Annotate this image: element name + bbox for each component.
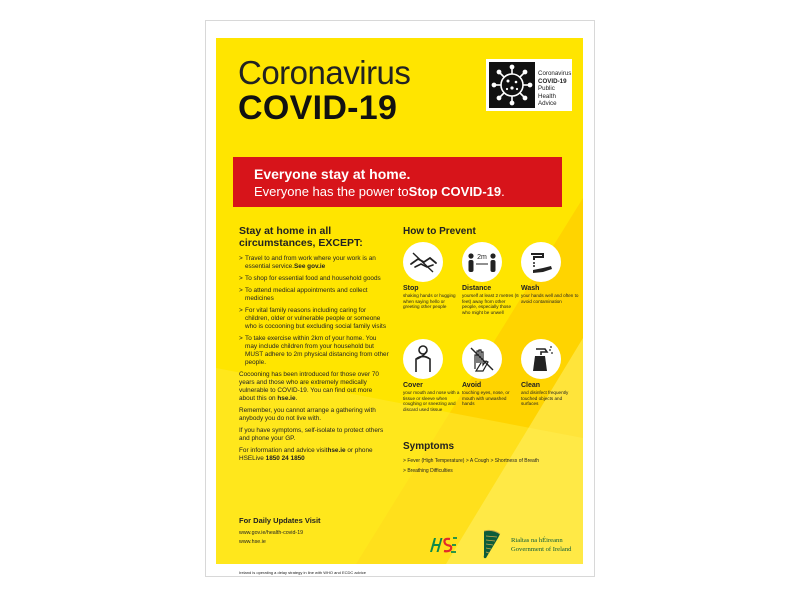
- banner-subline: Everyone has the power toStop COVID-19.: [254, 184, 505, 199]
- spray-bottle-icon: [521, 339, 561, 379]
- prevent-item-wash: Wash your hands well and often to avoid contamination: [521, 242, 579, 304]
- symptoms-heading: Symptoms: [403, 441, 455, 452]
- hand-wash-icon: [521, 242, 561, 282]
- list-item: > To shop for essential food and household goods: [239, 275, 389, 283]
- badge-text: Coronavirus COVID-19 Public Health Advice: [538, 70, 572, 107]
- list-item: > A Cough: [465, 458, 490, 464]
- poster: [206, 21, 594, 576]
- exceptions-heading: Stay at home in all circumstances, EXCEPT:: [239, 225, 363, 249]
- virus-icon: [489, 62, 535, 108]
- list-item: > To attend medical appointments and collect medicines: [239, 287, 389, 303]
- prevent-heading: How to Prevent: [403, 226, 476, 237]
- prevent-column: [403, 226, 573, 237]
- svg-text:2m: 2m: [477, 254, 487, 261]
- prevent-item-cover: Cover your mouth and nose with a tissue or sleeve when coughing or sneezing and discard used tissue: [403, 339, 461, 412]
- gathering-paragraph: Remember, you cannot arrange a gathering with anybody you do not live with.: [239, 407, 376, 422]
- information-paragraph: For information and advice visithse.ie or phone HSELive 1850 24 1850: [239, 447, 373, 462]
- distance-2m-icon: [462, 242, 502, 282]
- delay-strategy-note: Ireland is operating a delay strategy in line with WHO and ECDC advice: [239, 570, 366, 575]
- government-of-ireland-logo: Rialtas na hÉireann Government of Ireland: [511, 537, 572, 553]
- title-coronavirus: Coronavirus: [238, 54, 411, 91]
- prevent-item-avoid: Avoid touching eyes, nose, or mouth with unwashed hands: [462, 339, 520, 407]
- poster-yellow-area: [216, 38, 583, 575]
- list-item: > For vital family reasons including caring for children, older or vulnerable people or someone who is cocooning but excluding social family visits: [239, 307, 389, 331]
- no-face-touch-icon: [462, 339, 502, 379]
- prevent-item-stop: Stop shaking hands or hugging when saying hello or greeting other people: [403, 242, 461, 310]
- cocooning-paragraph: Cocooning has been introduced for those over 70 years and those who are extremely medically vulnerable to COVID-19. You can find out more about this on hse.ie.: [239, 371, 379, 402]
- list-item: > Travel to and from work where your work is an essential service.See gov.ie: [239, 255, 389, 271]
- exceptions-column: [239, 226, 389, 467]
- harp-icon: [479, 528, 505, 567]
- daily-updates: [239, 516, 389, 547]
- symptoms-advice-paragraph: If you have symptoms, self-isolate to protect others and phone your GP.: [239, 427, 384, 442]
- list-item: > To take exercise within 2km of your home. You may include children from your household but MUST adhere to 2m physical distancing from other people.: [239, 335, 389, 367]
- banner-headline: Everyone stay at home.: [254, 166, 411, 182]
- title-covid19: COVID-19: [238, 89, 398, 127]
- symptoms-list: [403, 456, 578, 476]
- prevent-item-distance: 2m Distance yourself at least 2 metres (6 feet) away from other people, especially those who might be unwell: [462, 242, 520, 315]
- public-health-badge: [486, 59, 572, 111]
- list-item: > Shortness of Breath: [490, 458, 539, 464]
- no-handshake-icon: [403, 242, 443, 282]
- stay-home-banner: [233, 157, 562, 207]
- hse-logo-icon: [428, 534, 458, 561]
- list-item: > Breathing Difficulties: [403, 468, 453, 474]
- gov-link[interactable]: www.gov.ie/health-covid-19: [239, 530, 304, 536]
- updates-title: For Daily Updates Visit: [239, 516, 321, 525]
- list-item: > Fever (High Temperature): [403, 458, 465, 464]
- exceptions-list: [239, 255, 389, 367]
- prevent-item-clean: Clean and disinfect frequently touched objects and surfaces: [521, 339, 579, 407]
- cough-cover-icon: [403, 339, 443, 379]
- hse-link[interactable]: www.hse.ie: [239, 539, 266, 545]
